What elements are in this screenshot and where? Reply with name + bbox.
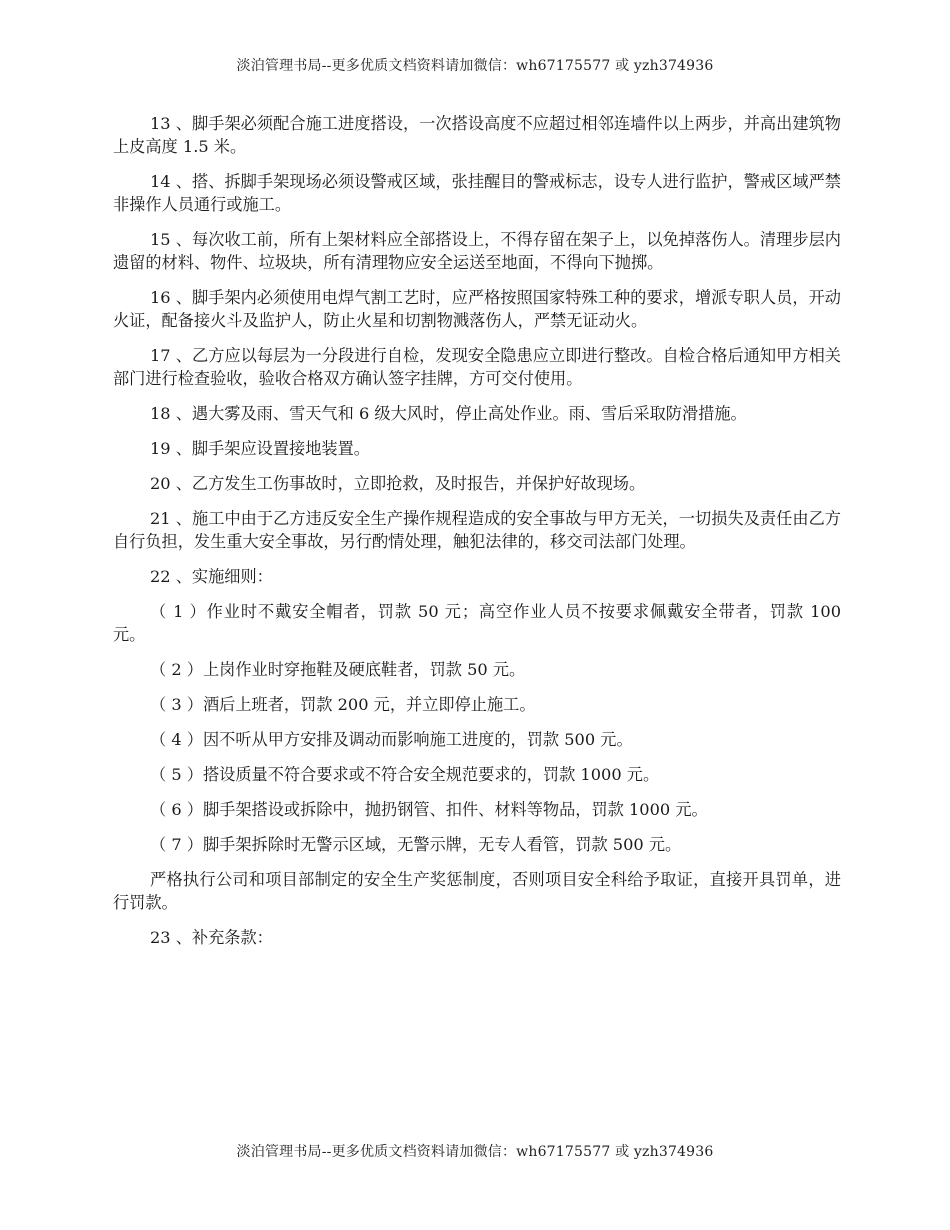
clause-15: 15 、每次收工前，所有上架材料应全部搭设上，不得存留在架子上，以免掉落伤人。清理步层内遗留的材料、物件、垃圾块，所有清理物应安全运送至地面，不得向下抛掷。 (113, 230, 841, 272)
clause-16: 16 、脚手架内必须使用电焊气割工艺时，应严格按照国家特殊工种的要求，增派专职人员，开动火证，配备接火斗及监护人，防止火星和切割物溅落伤人，严禁无证动火。 (113, 288, 841, 330)
rule-item-2: （ 2 ）上岗作业时穿拖鞋及硬底鞋者，罚款 50 元。 (150, 660, 526, 679)
clause-14: 14 、搭、拆脚手架现场必须设警戒区域，张挂醒目的警戒标志，设专人进行监护，警戒区域严禁非操作人员通行或施工。 (113, 172, 841, 214)
document-body (113, 112, 841, 961)
rule-item-4: （ 4 ）因不听从甲方安排及调动而影响施工进度的，罚款 500 元。 (150, 730, 633, 749)
clause-21: 21 、施工中由于乙方违反安全生产操作规程造成的安全事故与甲方无关，一切损失及责任由乙方自行负担，发生重大安全事故，另行酌情处理，触犯法律的，移交司法部门处理。 (113, 509, 841, 551)
clause-19: 19 、脚手架应设置接地装置。 (150, 439, 370, 458)
clause-23-heading: 23 、补充条款： (150, 928, 273, 947)
enforcement-note: 严格执行公司和项目部制定的安全生产奖惩制度，否则项目安全科给予取证，直接开具罚单，进行罚款。 (113, 870, 841, 912)
clause-13: 13 、脚手架必须配合施工进度搭设，一次搭设高度不应超过相邻连墙件以上两步，并高出建筑物上皮高度 1.5 米。 (113, 114, 841, 156)
clause-18: 18 、遇大雾及雨、雪天气和 6 级大风时，停止高处作业。雨、雪后采取防滑措施。 (150, 404, 747, 423)
rule-item-3: （ 3 ）酒后上班者，罚款 200 元，并立即停止施工。 (150, 695, 536, 714)
rule-item-6: （ 6 ）脚手架搭设或拆除中，抛扔钢管、扣件、材料等物品，罚款 1000 元。 (150, 800, 708, 819)
rule-item-7: （ 7 ）脚手架拆除时无警示区域，无警示牌，无专人看管，罚款 500 元。 (150, 835, 682, 854)
rule-item-1: （ 1 ）作业时不戴安全帽者，罚款 50 元；高空作业人员不按要求佩戴安全带者，罚款 100 元。 (113, 602, 841, 644)
page-header: 淡泊管理书局--更多优质文档资料请加微信：wh67175577 或 yzh374936 (236, 58, 714, 74)
clause-22-heading: 22 、实施细则： (150, 567, 273, 586)
clause-17: 17 、乙方应以每层为一分段进行自检，发现安全隐患应立即进行整改。自检合格后通知甲方相关部门进行检查验收，验收合格双方确认签字挂牌，方可交付使用。 (113, 346, 841, 388)
page-footer: 淡泊管理书局--更多优质文档资料请加微信：wh67175577 或 yzh374936 (236, 1144, 714, 1160)
clause-20: 20 、乙方发生工伤事故时，立即抢救，及时报告，并保护好故现场。 (150, 474, 646, 493)
rule-item-5: （ 5 ）搭设质量不符合要求或不符合安全规范要求的，罚款 1000 元。 (150, 765, 660, 784)
